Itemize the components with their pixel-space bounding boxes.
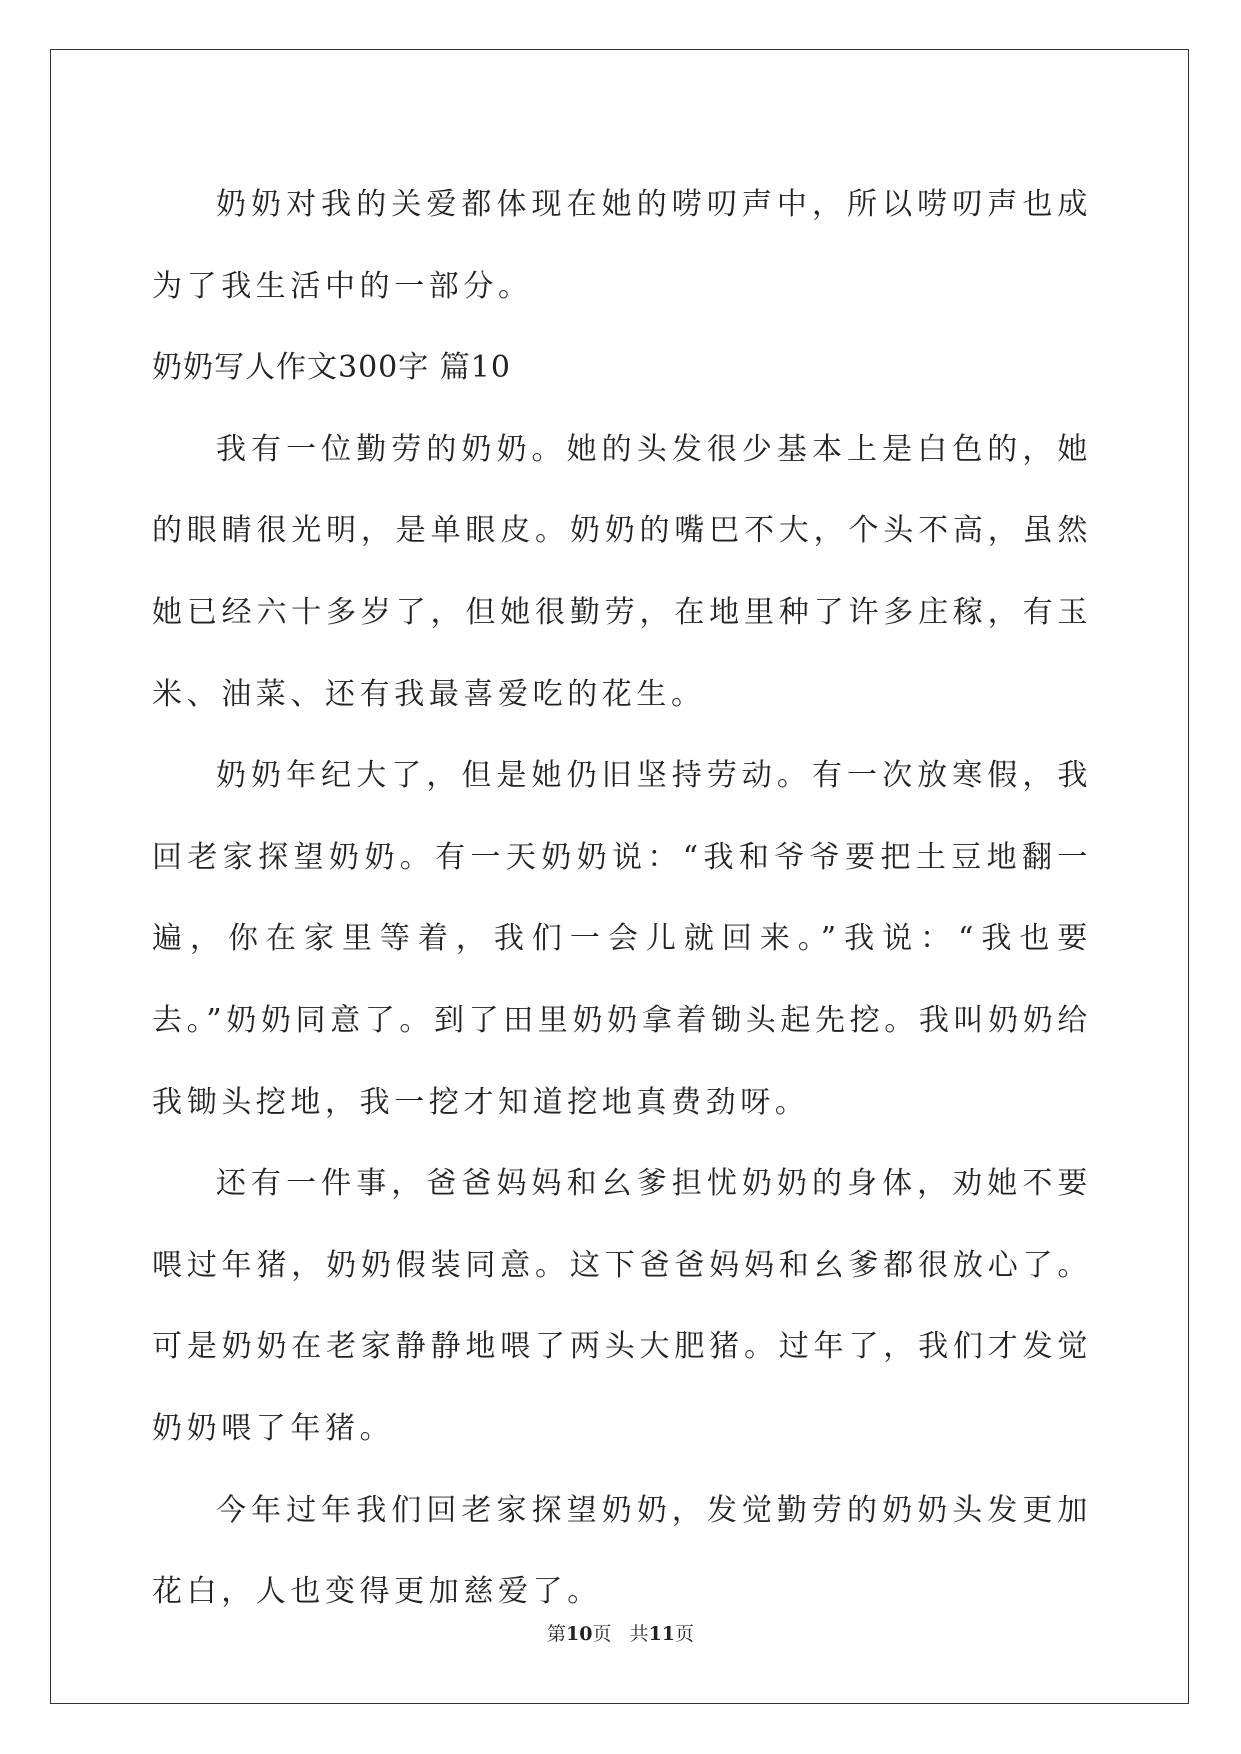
footer-page-total: 11 (648, 1623, 676, 1645)
page-footer (0, 1622, 1241, 1646)
footer-page-current: 10 (565, 1623, 593, 1645)
paragraph-4: 还有一件事，爸爸妈妈和幺爹担忧奶奶的身体，劝她不要喂过年猪，奶奶假装同意。这下爸爸妈妈和幺爹都很放心了。可是奶奶在老家静静地喂了两头大肥猪。过年了，我们才发觉奶奶喂了年猪。 (152, 1166, 1092, 1446)
paragraph-1: 奶奶对我的关爱都体现在她的唠叨声中，所以唠叨声也成为了我生活中的一部分。 (152, 187, 1092, 304)
paragraph-2: 我有一位勤劳的奶奶。她的头发很少基本上是白色的，她的眼睛很光明，是单眼皮。奶奶的嘴巴不大，个头不高，虽然她已经六十多岁了，但她很勤劳，在地里种了许多庄稼，有玉米、油菜、还有我最喜爱吃的花生。 (152, 431, 1092, 712)
footer-page-suffix: 页 (675, 1623, 695, 1645)
paragraph-3: 奶奶年纪大了，但是她仍旧坚持劳动。有一次放寒假，我回老家探望奶奶。有一天奶奶说：“我和爷爷要把土豆地翻一遍，你在家里等着，我们一会儿就回来。”我说：“我也要去。”奶奶同意了。到了田里奶奶拿着锄头起先挖。我叫奶奶给我锄头挖地，我一挖才知道挖地真费劲呀。 (152, 758, 1092, 1120)
document-body (152, 164, 1092, 1633)
section-heading: 奶奶写人作文300字 篇10 (152, 350, 511, 386)
footer-page-mid: 页 共 (592, 1623, 649, 1645)
paragraph-5: 今年过年我们回老家探望奶奶，发觉勤劳的奶奶头发更加花白，人也变得更加慈爱了。 (152, 1492, 1092, 1610)
footer-page-prefix: 第 (546, 1623, 566, 1645)
